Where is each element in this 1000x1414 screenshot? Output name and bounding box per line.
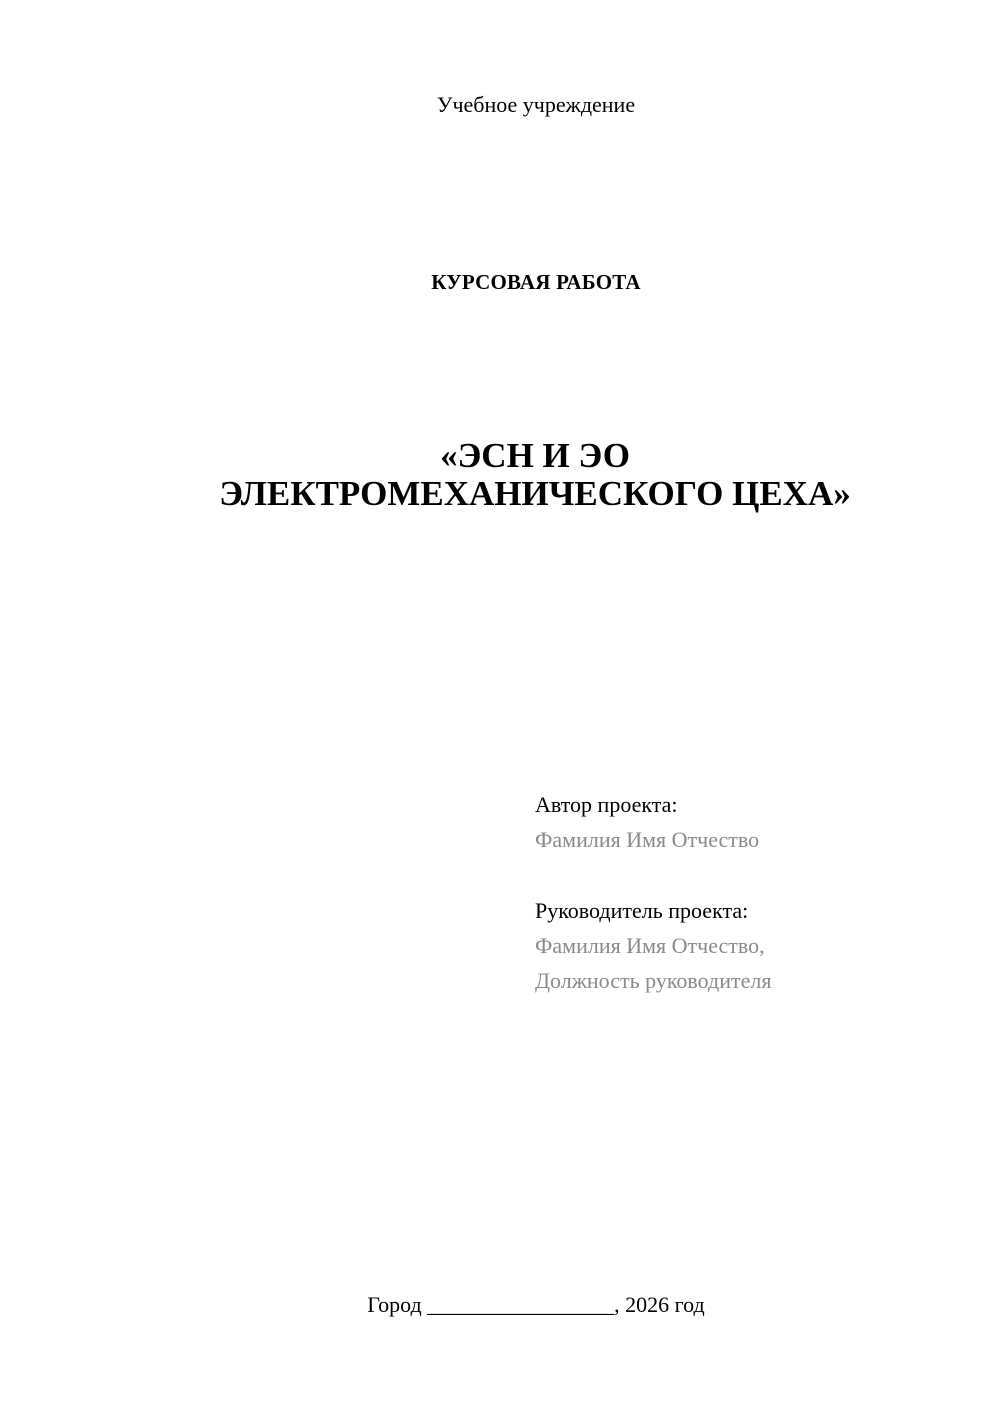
document-type-heading: КУРСОВАЯ РАБОТА xyxy=(431,270,641,294)
supervisor-label: Руководитель проекта: xyxy=(535,898,749,923)
document-title xyxy=(170,437,900,513)
city-year-footer: Город _________________, 2026 год xyxy=(367,1292,705,1317)
author-label: Автор проекта: xyxy=(535,792,678,817)
institution-name: Учебное учреждение xyxy=(436,92,636,117)
document-title-line-1: «ЭСН И ЭО xyxy=(440,436,630,475)
project-info-block xyxy=(535,787,955,998)
author-name: Фамилия Имя Отчество xyxy=(535,827,760,852)
supervisor-name: Фамилия Имя Отчество, xyxy=(535,933,765,958)
supervisor-position: Должность руководителя xyxy=(535,968,772,993)
document-title-line-2: ЭЛЕКТРОМЕХАНИЧЕСКОГО ЦЕХА» xyxy=(219,474,851,513)
info-spacer xyxy=(535,857,955,893)
